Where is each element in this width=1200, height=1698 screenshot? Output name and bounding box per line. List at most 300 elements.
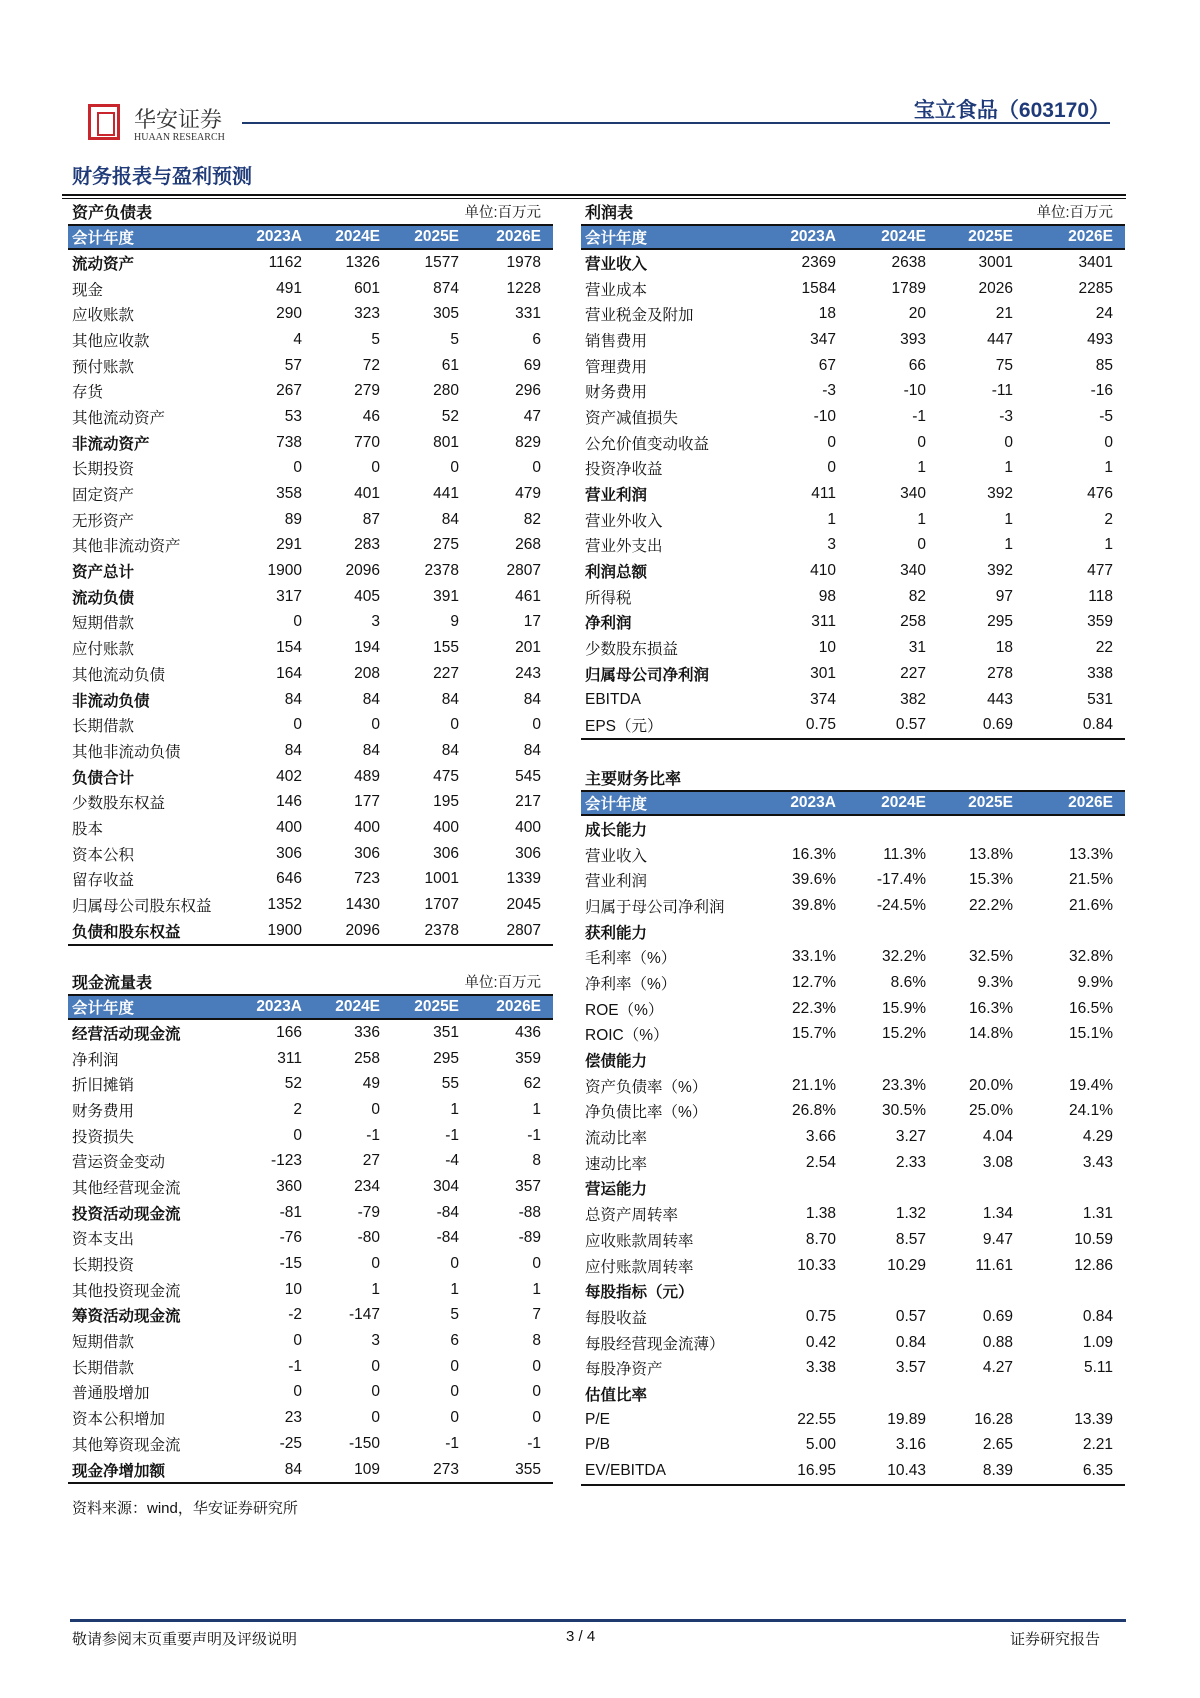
- row-label: 负债合计: [72, 769, 135, 787]
- row-value: 1162: [268, 253, 302, 271]
- row-value: 0: [450, 716, 460, 734]
- row-value: 24.1%: [1069, 1102, 1113, 1120]
- row-value: 1430: [345, 896, 381, 914]
- row-label: 估值比率: [585, 1386, 648, 1404]
- row-label: 每股收益: [585, 1309, 648, 1327]
- row-value: 374: [810, 690, 836, 708]
- table-row: [581, 249, 1125, 276]
- header-year-label: 会计年度: [581, 791, 760, 815]
- row-value: 5: [371, 330, 381, 348]
- table-row: [581, 996, 1125, 1022]
- row-value: 3.66: [805, 1128, 836, 1146]
- row-value: 84: [523, 690, 542, 708]
- row-value: 1.34: [982, 1205, 1013, 1223]
- row-value: 84: [284, 741, 302, 759]
- row-value: 5.11: [1083, 1359, 1113, 1377]
- row-value: 15.9%: [882, 999, 926, 1017]
- header-year: 2024E: [840, 225, 930, 249]
- row-value: 227: [900, 664, 926, 682]
- row-value: 400: [433, 818, 460, 836]
- row-value: 23: [284, 1409, 302, 1427]
- row-value: 1584: [801, 279, 836, 297]
- row-value: 12.7%: [792, 973, 836, 991]
- table-row: [68, 1303, 553, 1329]
- row-value: 1326: [345, 253, 381, 271]
- row-value: 3: [371, 613, 381, 631]
- row-value: -150: [349, 1434, 381, 1452]
- row-value: 447: [987, 330, 1013, 348]
- row-value: 47: [523, 407, 542, 425]
- row-value: -84: [436, 1229, 460, 1247]
- row-value: 55: [441, 1075, 460, 1093]
- row-value: [840, 1176, 930, 1202]
- row-value: 0.88: [982, 1333, 1013, 1351]
- row-label: 长期借款: [72, 1359, 135, 1377]
- row-value: 49: [362, 1075, 381, 1093]
- row-value: 16.3%: [792, 845, 836, 863]
- row-value: 0: [371, 716, 381, 734]
- row-label: 营业收入: [585, 255, 648, 273]
- row-value: -147: [349, 1306, 381, 1324]
- row-value: 67: [818, 356, 836, 374]
- row-value: 493: [1087, 330, 1113, 348]
- row-value: 1: [532, 1100, 542, 1118]
- row-label: 资产负债率（%）: [585, 1078, 708, 1096]
- row-value: 16.95: [760, 1458, 840, 1485]
- row-value: 1: [1004, 459, 1013, 477]
- row-value: -3: [822, 382, 836, 400]
- row-value: 1: [1004, 536, 1013, 554]
- table-row: [68, 1277, 553, 1303]
- table-row: [68, 1354, 553, 1380]
- table-row: [581, 1099, 1125, 1125]
- row-value: 75: [995, 356, 1013, 374]
- row-label: 无形资产: [72, 512, 135, 530]
- unit-label: 单位:百万元: [1036, 204, 1113, 221]
- row-value: -1: [445, 1126, 460, 1144]
- unit-label: [930, 764, 1125, 791]
- row-value: 475: [433, 767, 460, 785]
- header-year: 2025E: [930, 791, 1017, 815]
- table-row: [581, 661, 1125, 687]
- row-value: 155: [433, 639, 460, 657]
- row-label: 每股指标（元）: [585, 1284, 694, 1302]
- row-value: 0: [827, 459, 836, 477]
- table-row: [68, 1071, 553, 1097]
- row-value: 0.84: [895, 1333, 926, 1351]
- row-value: 2.33: [895, 1153, 926, 1171]
- header-year: 2023A: [760, 791, 840, 815]
- header-year: 2026E: [1017, 225, 1125, 249]
- table-row: [68, 249, 553, 276]
- row-value: -84: [436, 1203, 460, 1221]
- row-value: 0.84: [1017, 712, 1125, 739]
- row-value: 84: [228, 1457, 306, 1484]
- income-statement-table: [581, 198, 1125, 740]
- row-value: 22.3%: [792, 999, 836, 1017]
- table-row: [581, 635, 1125, 661]
- row-label: 其他应收款: [72, 332, 150, 350]
- row-value: 273: [384, 1457, 463, 1484]
- page-number: 3 / 4: [566, 1628, 596, 1645]
- row-value: 3.43: [1082, 1153, 1113, 1171]
- row-value: 0: [293, 1383, 302, 1401]
- row-label: 财务费用: [72, 1102, 135, 1120]
- table-row: [581, 893, 1125, 919]
- header-year-label: 会计年度: [68, 225, 228, 249]
- row-value: 84: [284, 690, 302, 708]
- row-value: 1: [827, 510, 836, 528]
- row-value: 98: [818, 587, 836, 605]
- company-title: 宝立食品（603170）: [913, 99, 1110, 122]
- table-row: [68, 1380, 553, 1406]
- table-title: 现金流量表: [72, 974, 153, 992]
- row-value: [760, 919, 840, 945]
- table-header-row: [68, 995, 553, 1019]
- row-value: 336: [354, 1023, 381, 1041]
- row-label: 筹资活动现金流: [72, 1308, 181, 1326]
- table-row: [68, 1431, 553, 1457]
- row-value: 6: [450, 1332, 460, 1350]
- row-value: 0.57: [895, 1307, 926, 1325]
- row-label: 公允价值变动收益: [585, 435, 710, 453]
- row-value: 18: [818, 305, 836, 323]
- cashflow-table: [68, 968, 553, 1484]
- row-value: 2369: [801, 253, 836, 271]
- row-value: 66: [908, 356, 926, 374]
- row-label: 存货: [72, 384, 104, 402]
- row-value: 6.35: [1017, 1458, 1125, 1485]
- table-header-row: [581, 791, 1125, 815]
- row-label: P/E: [585, 1410, 610, 1428]
- table-row: [581, 301, 1125, 327]
- row-value: 0: [371, 1255, 381, 1273]
- row-value: -5: [1099, 407, 1113, 425]
- row-label: 现金净增加额: [68, 1457, 228, 1484]
- row-value: 268: [515, 536, 542, 554]
- row-value: 1900: [228, 918, 306, 945]
- row-label: 资本公积: [72, 846, 135, 864]
- table-header-row: [581, 225, 1125, 249]
- table-row: [68, 918, 553, 945]
- table-row: [581, 1304, 1125, 1330]
- header-year: 2026E: [463, 225, 553, 249]
- row-label: 其他流动资产: [72, 409, 166, 427]
- row-value: 874: [433, 279, 460, 297]
- row-value: 53: [284, 407, 302, 425]
- row-value: 279: [354, 382, 381, 400]
- row-value: 166: [276, 1023, 302, 1041]
- table-row: [581, 1381, 1125, 1407]
- row-value: 12.86: [1074, 1256, 1113, 1274]
- table-row: [581, 1150, 1125, 1176]
- row-value: 20: [908, 305, 926, 323]
- row-value: -88: [518, 1203, 542, 1221]
- unit-label: 单位:百万元: [464, 204, 542, 221]
- row-label: 现金: [72, 281, 104, 299]
- header-year: 2026E: [1017, 791, 1125, 815]
- row-value: 411: [811, 485, 836, 503]
- row-value: 0.69: [982, 1307, 1013, 1325]
- table-row: [581, 712, 1125, 739]
- row-value: 72: [362, 356, 381, 374]
- row-value: 21: [995, 305, 1013, 323]
- row-value: 2045: [506, 896, 542, 914]
- row-value: 10.33: [797, 1256, 836, 1274]
- row-label: EV/EBITDA: [581, 1458, 760, 1485]
- row-value: [760, 1176, 840, 1202]
- row-value: 2807: [463, 918, 553, 945]
- row-value: 1707: [424, 896, 460, 914]
- row-value: 13.8%: [969, 845, 1013, 863]
- row-value: 25.0%: [969, 1102, 1013, 1120]
- row-value: 400: [276, 818, 302, 836]
- row-value: 22.55: [797, 1410, 836, 1428]
- table-row: [68, 584, 553, 610]
- row-label: 其他非流动资产: [72, 538, 181, 556]
- row-value: 32.8%: [1069, 948, 1113, 966]
- row-label: 资本公积增加: [72, 1411, 166, 1429]
- row-value: 0.42: [805, 1333, 836, 1351]
- row-value: 461: [515, 587, 542, 605]
- row-value: 3.38: [805, 1359, 836, 1377]
- row-label: EBITDA: [585, 690, 641, 708]
- row-label: 营业外收入: [585, 512, 663, 530]
- row-value: [930, 1278, 1017, 1304]
- row-label: 资产减值损失: [585, 409, 679, 427]
- table-row: [581, 456, 1125, 482]
- row-value: 1: [917, 459, 926, 477]
- row-value: -1: [288, 1357, 302, 1375]
- row-value: 0: [450, 1255, 460, 1273]
- row-value: 1: [1104, 459, 1113, 477]
- table-header-row: [68, 225, 553, 249]
- row-value: 0: [293, 1126, 302, 1144]
- row-value: 0: [1004, 433, 1013, 451]
- row-value: 0: [450, 459, 460, 477]
- row-value: 4.29: [1082, 1128, 1113, 1146]
- row-value: 15.1%: [1069, 1025, 1113, 1043]
- row-value: 84: [362, 741, 381, 759]
- row-value: 278: [987, 664, 1013, 682]
- row-value: 359: [515, 1049, 542, 1067]
- row-value: 2.65: [982, 1436, 1013, 1454]
- row-label: 长期借款: [72, 718, 135, 736]
- row-value: 295: [987, 613, 1013, 631]
- table-row: [68, 276, 553, 302]
- row-value: -16: [1090, 382, 1113, 400]
- row-value: 2096: [306, 918, 384, 945]
- header-year: 2026E: [463, 995, 553, 1019]
- row-value: -89: [518, 1229, 542, 1247]
- row-value: 357: [515, 1177, 542, 1195]
- row-value: 1: [1004, 510, 1013, 528]
- row-value: 0.69: [930, 712, 1017, 739]
- table-row: [581, 353, 1125, 379]
- row-value: 405: [354, 587, 381, 605]
- table-row: [68, 1097, 553, 1123]
- row-value: -24.5%: [876, 896, 926, 914]
- row-value: -1: [527, 1434, 542, 1452]
- table-row: [68, 712, 553, 738]
- row-value: 351: [433, 1023, 460, 1041]
- row-value: 227: [433, 664, 460, 682]
- row-value: [1017, 1381, 1125, 1407]
- row-label: 营业利润: [585, 873, 648, 891]
- row-value: 1.09: [1082, 1333, 1113, 1351]
- row-value: 32.5%: [969, 948, 1013, 966]
- row-value: 84: [441, 741, 460, 759]
- row-value: [760, 1381, 840, 1407]
- row-value: 0: [371, 459, 381, 477]
- row-value: 46: [362, 407, 381, 425]
- row-value: 109: [306, 1457, 384, 1484]
- row-label: 成长能力: [585, 821, 648, 839]
- row-value: 0: [371, 1100, 381, 1118]
- row-value: 0: [827, 433, 836, 451]
- row-value: [930, 815, 1017, 842]
- row-value: 208: [354, 664, 381, 682]
- row-label: 其他流动负债: [72, 666, 166, 684]
- row-value: 2.21: [1082, 1436, 1113, 1454]
- section-title: 财务报表与盈利预测: [72, 166, 252, 188]
- row-value: [760, 1278, 840, 1304]
- row-value: 15.3%: [969, 871, 1013, 889]
- table-row: [581, 1355, 1125, 1381]
- header-year: 2023A: [228, 995, 306, 1019]
- row-value: 69: [523, 356, 542, 374]
- row-value: 8: [532, 1152, 542, 1170]
- header-year: 2025E: [384, 995, 463, 1019]
- row-value: 10: [818, 639, 836, 657]
- row-label: 归属母公司股东权益: [72, 898, 212, 916]
- row-label: 其他投资现金流: [72, 1282, 181, 1300]
- row-value: 304: [433, 1177, 460, 1195]
- row-value: 1: [917, 510, 926, 528]
- row-value: 338: [1087, 664, 1113, 682]
- row-value: 0: [293, 716, 302, 734]
- row-value: 2026: [978, 279, 1013, 297]
- row-label: 长期投资: [72, 461, 135, 479]
- table-title-row: [68, 968, 553, 995]
- row-value: 2.54: [805, 1153, 836, 1171]
- row-value: 2: [1104, 510, 1113, 528]
- row-value: 5.00: [805, 1436, 836, 1454]
- row-value: [1017, 815, 1125, 842]
- row-value: 9: [450, 613, 460, 631]
- row-value: 3401: [1078, 253, 1113, 271]
- row-value: 323: [354, 305, 381, 323]
- row-value: 195: [433, 793, 460, 811]
- row-value: [840, 815, 930, 842]
- row-value: 1789: [891, 279, 926, 297]
- table-row: [68, 1328, 553, 1354]
- row-value: [840, 1381, 930, 1407]
- row-value: 1352: [267, 896, 302, 914]
- table-row: [68, 1251, 553, 1277]
- row-value: 0: [1104, 433, 1113, 451]
- table-row: [68, 1174, 553, 1200]
- row-value: 479: [515, 485, 542, 503]
- row-value: 97: [995, 587, 1013, 605]
- table-title: 利润表: [585, 204, 634, 222]
- row-value: 3.16: [895, 1436, 926, 1454]
- row-value: 22: [1095, 639, 1113, 657]
- row-value: -123: [270, 1152, 302, 1170]
- row-value: 347: [810, 330, 836, 348]
- row-value: 1577: [424, 253, 460, 271]
- row-value: 0: [532, 1409, 542, 1427]
- row-value: 15.2%: [882, 1025, 926, 1043]
- table-row: [581, 584, 1125, 610]
- row-value: -10: [903, 382, 926, 400]
- row-value: 2378: [424, 562, 460, 580]
- row-value: -81: [279, 1203, 302, 1221]
- table-row: [581, 610, 1125, 636]
- row-value: 52: [284, 1075, 302, 1093]
- row-value: 410: [810, 562, 836, 580]
- row-value: 401: [354, 485, 381, 503]
- row-value: 355: [463, 1457, 553, 1484]
- row-value: 393: [900, 330, 926, 348]
- row-value: 258: [900, 613, 926, 631]
- table-row: [581, 327, 1125, 353]
- table-row: [581, 1201, 1125, 1227]
- row-label: 营运能力: [585, 1181, 648, 1199]
- row-value: 0: [532, 1255, 542, 1273]
- row-label: 资本支出: [72, 1231, 135, 1249]
- row-label: 营业利润: [585, 487, 648, 505]
- row-label: 股本: [72, 820, 104, 838]
- unit-label: 单位:百万元: [464, 974, 542, 991]
- row-value: 201: [515, 639, 542, 657]
- row-value: 306: [433, 844, 460, 862]
- row-value: 489: [354, 767, 381, 785]
- row-value: 85: [1095, 356, 1113, 374]
- row-value: 443: [987, 690, 1013, 708]
- row-value: 306: [354, 844, 381, 862]
- table-row: [68, 353, 553, 379]
- row-value: 0: [917, 433, 926, 451]
- row-value: 0: [293, 1332, 302, 1350]
- table-row: [68, 1200, 553, 1226]
- table-row: [68, 892, 553, 918]
- row-value: 52: [441, 407, 460, 425]
- row-value: 0: [371, 1409, 381, 1427]
- table-row: [68, 1019, 553, 1046]
- row-value: 646: [276, 870, 302, 888]
- row-label: 流动负债: [72, 589, 135, 607]
- row-value: 177: [354, 793, 381, 811]
- row-value: 1339: [506, 870, 542, 888]
- row-value: [760, 1047, 840, 1073]
- row-value: 311: [811, 613, 836, 631]
- table-row: [581, 1433, 1125, 1459]
- row-label: 投资净收益: [585, 461, 663, 479]
- row-value: 0: [371, 1357, 381, 1375]
- table-row: [581, 404, 1125, 430]
- table-row: [68, 1046, 553, 1072]
- row-value: 4: [293, 330, 302, 348]
- row-value: 154: [276, 639, 302, 657]
- row-value: 39.8%: [792, 896, 836, 914]
- row-value: 19.89: [887, 1410, 926, 1428]
- row-value: 8.6%: [890, 973, 926, 991]
- row-value: 16.28: [974, 1410, 1013, 1428]
- row-value: 0: [532, 459, 542, 477]
- row-value: 770: [354, 433, 381, 451]
- row-value: 21.5%: [1069, 871, 1113, 889]
